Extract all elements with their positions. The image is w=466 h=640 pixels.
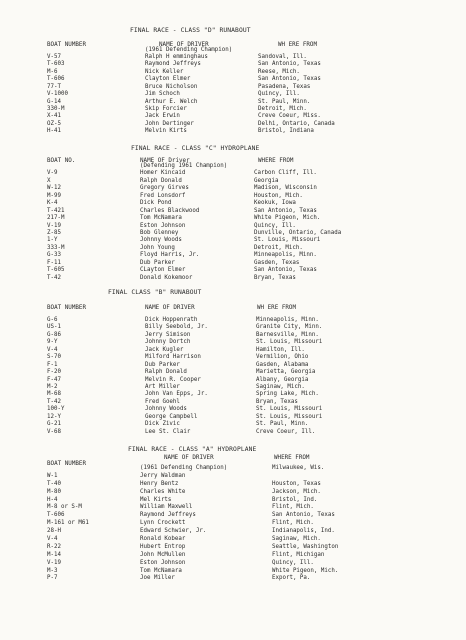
table-row [0,421,466,428]
boat-number-cell: OZ-5 [47,120,61,127]
hometown-cell: St. Louis, Missouri [256,413,323,420]
boat-number-cell: V-19 [47,222,61,229]
table-row [0,91,466,98]
driver-name-cell: Johnny Dortch [145,339,191,346]
boat-number-cell: F-20 [47,369,61,376]
header-where-from: WHERE FROM [258,158,294,164]
driver-name-cell: Dick Zivic [145,421,180,428]
driver-name-cell: Raymond Jeffreys [145,61,201,68]
driver-name-cell: Jerry Simison [145,331,191,338]
hometown-cell: Georgia [254,177,279,184]
hometown-cell: Bristol, Indiana [258,128,314,135]
table-row [0,54,466,61]
hometown-cell: Minneapolis, Minn. [256,317,319,323]
driver-name-cell: Bob Glenney [140,229,179,236]
header-name-of-driver: NAME OF DRIVER [164,455,214,461]
boat-number-cell: M-2 [47,383,58,390]
boat-number-cell: 12-Y [47,413,61,420]
table-row [0,245,466,252]
driver-name-cell: Skip Forcier [145,106,187,112]
table-row [0,275,466,282]
hometown-cell: Bristol, Ind. [272,496,318,503]
boat-number-cell: G-21 [47,421,61,428]
hometown-cell: Minneapolis, Minn. [254,252,317,259]
hometown-cell: Sandoval, Ill. [258,53,307,60]
driver-name-cell: Donald Kokemoor [140,274,193,281]
hometown-cell: Pasadena, Texas [258,83,311,90]
boat-number-cell: G-14 [47,98,61,105]
driver-name-cell: Milford Harrison [145,354,201,361]
boat-number-cell: T-603 [47,61,65,68]
table-row [0,163,466,170]
boat-number-cell: S-70 [47,354,61,361]
hometown-cell: St. Louis, Missouri [256,406,323,413]
driver-name-cell: Homer Kincaid [140,170,186,177]
boat-number-cell: H-41 [47,128,61,135]
driver-name-cell: Arthur E. Welch [145,98,198,105]
table-row [0,377,466,384]
driver-name-cell: (1961 Defending Champion) [145,46,233,53]
hometown-cell: San Antonio, Texas [254,267,317,274]
table-row [0,504,466,512]
table-row [0,536,466,544]
driver-name-cell: Nick Keller [145,68,184,75]
table-row [0,332,466,339]
driver-name-cell: John Van Epps, Jr. [145,391,208,398]
table-row [0,230,466,237]
hometown-cell: St. Louis, Missouri [254,237,321,244]
boat-number-cell: W-12 [47,185,61,192]
driver-name-cell: Charles White [140,488,186,495]
driver-name-cell: Art Miller [145,383,180,390]
hometown-cell: Jackson, Mich. [272,488,321,495]
table-row [0,237,466,244]
hometown-cell: Flint, Mich. [272,520,314,527]
hometown-cell: Creve Coeur, Ill. [256,428,316,435]
hometown-cell: Gasden, Alabama [256,361,309,368]
hometown-cell: Quincy, Ill. [254,222,296,229]
hometown-cell: Granite City, Minn. [256,324,323,331]
table-row [0,347,466,354]
boat-number-cell: F-1 [47,361,58,368]
hometown-cell: Hamilton, Ill. [256,346,305,353]
hometown-cell: Reese, Mich. [258,68,300,75]
driver-name-cell: Fred Lonsdorf [140,192,186,199]
table-row [0,369,466,376]
table-row [0,560,466,568]
section-title-class-d-runabout: FINAL RACE - CLASS "D" RUNABOUT [130,27,251,34]
table-row [0,260,466,267]
table-row [0,552,466,560]
hometown-cell: Quincy, Ill. [258,91,300,98]
driver-name-cell: Tom McNamara [140,215,182,222]
hometown-cell: Export, Pa. [272,575,311,582]
header-boat-number: BOAT NUMBER [47,42,87,48]
boat-number-cell: V-4 [47,346,58,353]
hometown-cell: Saginaw, Mich. [272,536,321,543]
driver-name-cell: Henry Bentz [140,480,179,487]
table-row [0,69,466,76]
hometown-cell: St. Paul, Minn. [258,98,311,105]
hometown-cell: St. Louis, Missouri [256,339,323,346]
hometown-cell: Vermilion, Ohio [256,354,309,361]
table-row [0,200,466,207]
table-row [0,414,466,421]
hometown-cell: Keokuk, Iowa [254,200,296,207]
boat-number-cell: G-6 [47,317,58,323]
table-row [0,61,466,68]
hometown-cell: San Antonio, Texas [254,207,317,214]
header-where-from: WH ERE FROM [278,42,318,48]
table-row [0,113,466,120]
driver-name-cell: Fred Goehl [145,398,180,405]
table-row [0,497,466,505]
table-row [0,121,466,128]
boat-number-cell: M-68 [47,391,61,398]
driver-name-cell: Eston Johnson [140,559,186,566]
hometown-cell: Carbon Cliff, Ill. [254,170,317,177]
hometown-cell: San Antonio, Texas [272,512,335,519]
table-row [0,528,466,536]
boat-number-cell: M-14 [47,551,61,558]
boat-number-cell: G-33 [47,252,61,259]
boat-number-cell: 1-Y [47,237,58,244]
hometown-cell: White Pigeon, Mich. [254,215,321,222]
hometown-cell: Creve Coeur, Miss. [258,113,321,120]
driver-name-cell: Charles Blackwood [140,207,200,214]
driver-name-cell: George Campbell [145,413,198,420]
hometown-cell: Madison, Wisconsin [254,185,317,192]
header-boat-no: BOAT NO. [47,158,76,164]
boat-number-cell: V-68 [47,428,61,435]
driver-name-cell: Hubert Entrop [140,543,186,550]
boat-number-cell: M-6 [47,68,58,75]
table-row [0,324,466,331]
hometown-cell: Flint, Michigan [272,551,325,558]
driver-name-cell: Raymond Jeffreys [140,512,196,519]
driver-name-cell: Tom McNamara [140,567,182,574]
driver-name-cell: John Young [140,244,175,251]
table-row [0,76,466,83]
boat-number-cell: P-7 [47,575,58,582]
hometown-cell: Gasden, Texas [254,259,300,266]
driver-name-cell: (Defending 1961 Champion) [140,163,228,169]
hometown-cell: Indianapolis, Ind. [272,528,335,535]
hometown-cell: Marietta, Georgia [256,369,316,376]
boat-number-cell: R-22 [47,543,61,550]
driver-name-cell: Ronald Kobear [140,536,186,543]
header-name-of-driver: NAME OF DRIVER [159,42,209,48]
boat-number-cell: T-606 [47,512,65,519]
table-row [0,473,466,481]
hometown-cell: Spring Lake, Mich. [256,391,319,398]
boat-number-cell: 28-H [47,528,61,535]
driver-name-cell: (1961 Defending Champion) [140,465,228,471]
table-row [0,99,466,106]
header-where-from: WH ERE FROM [257,305,297,311]
header-boat-number: BOAT NUMBER [47,461,87,467]
table-row [0,406,466,413]
driver-name-cell: William Maxwell [140,504,193,511]
driver-name-cell: Dick Hoppenrath [145,317,198,323]
driver-name-cell: Dick Pond [140,200,172,207]
boat-number-cell: V-1000 [47,91,68,98]
boat-number-cell: 77-T [47,83,61,90]
table-row [0,429,466,436]
boat-number-cell: M-161 or M61 [47,520,89,527]
hometown-cell: White Pigeon, Mich. [272,567,339,574]
driver-name-cell: Floyd Harris, Jr. [140,252,200,259]
table-row [0,215,466,222]
boat-number-cell: W-1 [47,472,58,479]
table-row [0,252,466,259]
boat-number-cell: T-40 [47,480,61,487]
hometown-cell: Saginaw, Mich. [256,383,305,390]
boat-number-cell: X-41 [47,113,61,120]
table-row [0,267,466,274]
table-row [0,575,466,583]
boat-number-cell: M-99 [47,192,61,199]
boat-number-cell: M-80 [47,488,61,495]
boat-number-cell: T-42 [47,398,61,405]
driver-name-cell: Jerry Waldman [140,472,186,479]
driver-name-cell: Gregory Girves [140,185,189,192]
boat-number-cell: T-421 [47,207,65,214]
table-row [0,544,466,552]
driver-name-cell: Melvin Kirts [145,128,187,135]
hometown-cell: Detroit, Mich. [254,244,303,251]
table-row [0,568,466,576]
header-name-of-driver: NAME OF Driver [140,158,190,164]
boat-number-cell: 330-M [47,106,65,112]
section-title-class-b-runabout: FINAL CLASS "B" RUNABOUT [108,289,202,296]
boat-number-cell: V-57 [47,53,61,60]
table-row [0,481,466,489]
boat-number-cell: US-1 [47,324,61,331]
table-row [0,128,466,135]
boat-number-cell: 333-M [47,244,65,251]
driver-name-cell: Jim Schoch [145,91,180,98]
results-table-class-d [0,47,466,136]
driver-name-cell: John McMullen [140,551,186,558]
driver-name-cell: Edward Schwier, Jr. [140,528,207,535]
driver-name-cell: CLayton Elmer [140,267,186,274]
boat-number-cell: G-86 [47,331,61,338]
driver-name-cell: Mel Kirts [140,496,172,503]
table-row [0,84,466,91]
table-row [0,170,466,177]
hometown-cell: Bryan, Texas [254,274,296,281]
table-row [0,106,466,113]
boat-number-cell: 9-Y [47,339,58,346]
boat-number-cell: Z-85 [47,229,61,236]
table-row [0,208,466,215]
hometown-cell: San Antonio, Texas [258,61,321,68]
driver-name-cell: Jack Kugler [145,346,184,353]
driver-name-cell: Eston Johnson [140,222,186,229]
driver-name-cell: Johnny Woods [140,237,182,244]
driver-name-cell: Lynn Crockett [140,520,186,527]
hometown-cell: Houston, Texas [272,480,321,487]
boat-number-cell: T-605 [47,267,65,274]
driver-name-cell: Ralph Donald [140,177,182,184]
driver-name-cell: John Dertinger [145,120,194,127]
table-row [0,512,466,520]
header-name-of-driver: NAME OF DRIVER [145,305,195,311]
section-title-class-a-hydroplane: FINAL RACE - CLASS "A" HYDROPLANE [128,446,257,453]
table-row [0,185,466,192]
hometown-cell: Houston, Mich. [254,192,303,199]
boat-number-cell: X [47,177,51,184]
driver-name-cell: Lee St. Clair [145,428,191,435]
results-table-class-b [0,317,466,436]
driver-name-cell: Billy Seebold, Jr. [145,324,208,331]
boat-number-cell: F-47 [47,376,61,383]
driver-name-cell: Ralph Donald [145,369,187,376]
boat-number-cell: 217-M [47,215,65,222]
table-row [0,178,466,185]
hometown-cell: Flint, Mich. [272,504,314,511]
table-row [0,384,466,391]
table-row [0,465,466,473]
table-row [0,317,466,324]
hometown-cell: Quincy, Ill. [272,559,314,566]
hometown-cell: Dunville, Ontario, Canada [254,229,342,236]
driver-name-cell: Dub Parker [145,361,180,368]
hometown-cell: Bryan, Texas [256,398,298,405]
driver-name-cell: Jack Erwin [145,113,180,120]
hometown-cell: Barnesville, Minn. [256,331,319,338]
table-row [0,354,466,361]
hometown-cell: Seattle, Washington [272,543,339,550]
hometown-cell: Albany, Georgia [256,376,309,383]
table-row [0,223,466,230]
hometown-cell: Delhi, Ontario, Canada [258,120,335,127]
table-row [0,520,466,528]
header-where-from: WHERE FROM [274,455,310,461]
driver-name-cell: Dub Parker [140,259,175,266]
section-title-class-c-hydroplane: FINAL RACE - CLASS "C" HYDROPLANE [131,145,260,152]
driver-name-cell: Clayton Elmer [145,76,191,83]
driver-name-cell: Bruce Nicholson [145,83,198,90]
driver-name-cell: Melvin R. Cooper [145,376,201,383]
hometown-cell: St. Paul, Minn. [256,421,309,428]
driver-name-cell: Joe Miller [140,575,175,582]
driver-name-cell: Ralph H emminghaus [145,53,208,60]
boat-number-cell: T-606 [47,76,65,83]
hometown-cell: San Antonio, Texas [258,76,321,83]
boat-number-cell: H-4 [47,496,58,503]
table-row [0,489,466,497]
boat-number-cell: V-19 [47,559,61,566]
header-boat-number: BOAT NUMBER [47,305,87,311]
table-row [0,47,466,54]
boat-number-cell: T-42 [47,274,61,281]
boat-number-cell: M-3 [47,567,58,574]
boat-number-cell: F-11 [47,259,61,266]
driver-name-cell: Johnny Woods [145,406,187,413]
boat-number-cell: V-4 [47,536,58,543]
boat-number-cell: K-4 [47,200,58,207]
table-row [0,399,466,406]
table-row [0,339,466,346]
table-row [0,391,466,398]
boat-number-cell: 100-Y [47,406,65,413]
table-row [0,193,466,200]
results-table-class-c [0,163,466,282]
hometown-cell: Milwaukee, Wis. [272,465,325,471]
boat-number-cell: M-8 or S-M [47,504,82,511]
results-table-class-a [0,465,466,583]
table-row [0,362,466,369]
hometown-cell: Detroit, Mich. [258,106,307,112]
boat-number-cell: V-9 [47,170,58,177]
